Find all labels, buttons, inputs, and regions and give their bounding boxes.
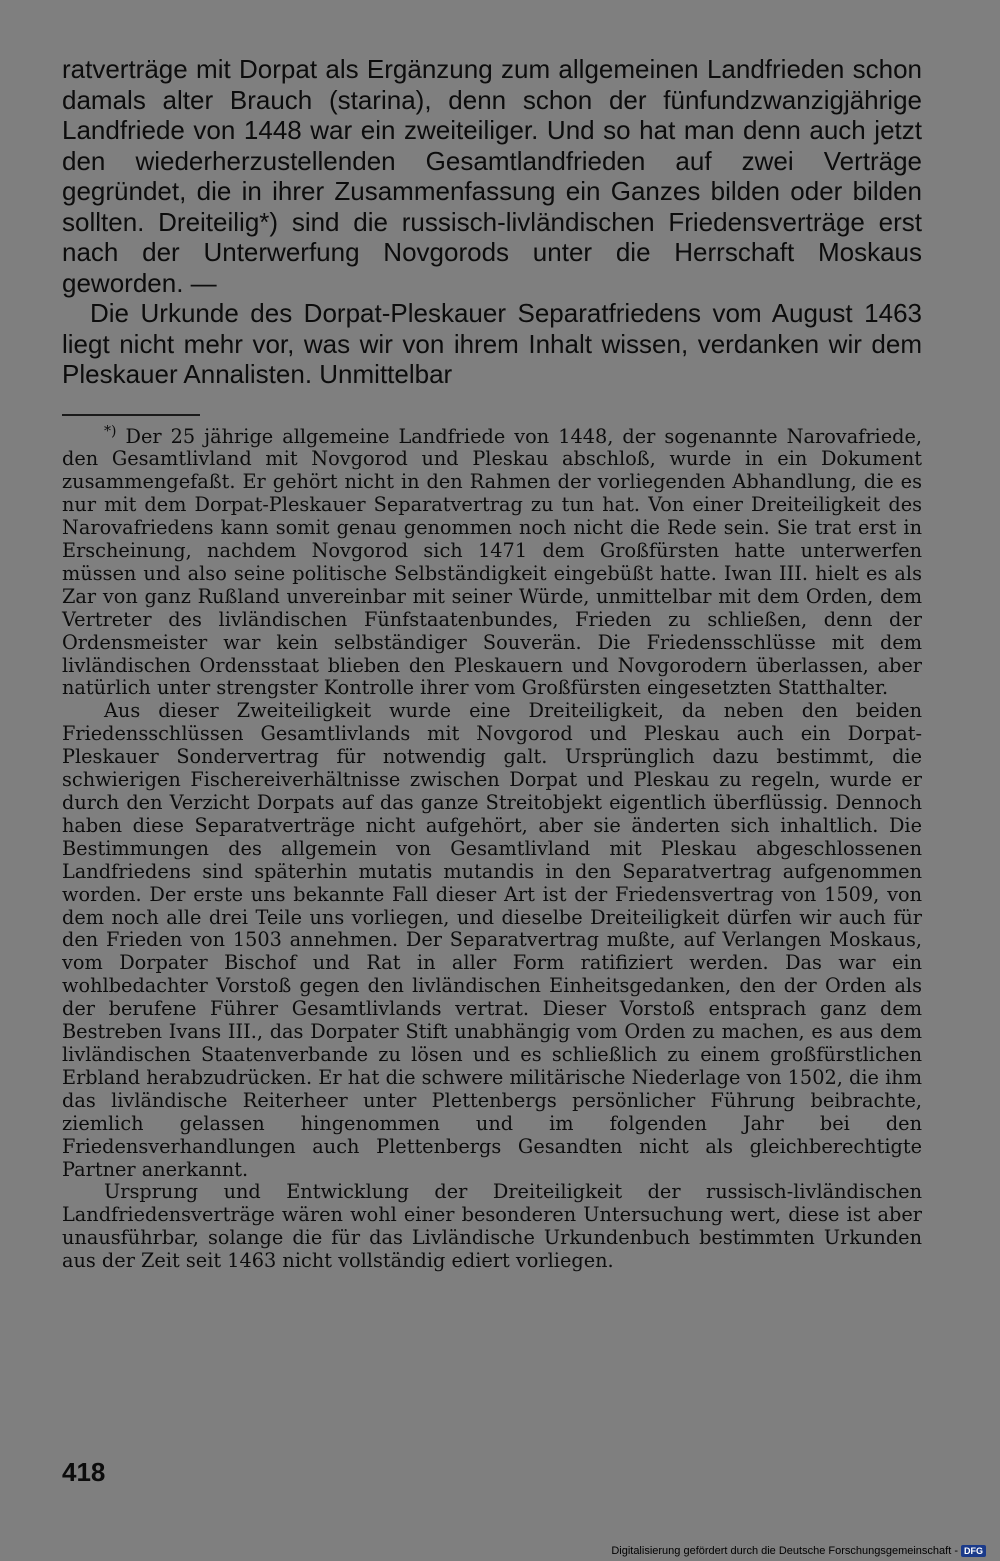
page-content [62,54,922,1273]
footnote-separator [62,414,200,416]
credit-text: Digitalisierung gefördert durch die Deutsche Forschungsgemeinschaft - [611,1545,958,1557]
footnote-paragraph-3: Ursprung und Entwicklung der Dreiteiligkeit der russisch-livländischen Landfriedensverträge wären wohl einer besonderen Untersuchung wert, diese ist aber unausführbar, solange die für das Livländische Urkundenbuch bestimmten Urkunden aus der Zeit seit 1463 nicht vollständig ediert vorliegen. [62,1180,922,1273]
main-text [62,54,922,390]
footnote-paragraph-1 [62,423,922,701]
footnote-paragraph-2: Aus dieser Zweiteiligkeit wurde eine Dreiteiligkeit, da neben den beiden Friedensschlüssen Gesamtlivlands mit Novgorod und Pleskau auch ein Dorpat-Pleskauer Sondervertrag für notwendig galt. Ursprünglich dazu bestimmt, die schwierigen Fischereiverhältnisse zwischen Dorpat und Pleskau zu regeln, wurde er durch den Verzicht Dorpats auf das ganze Streitobjekt eigentlich überflüssig. Dennoch haben diese Separatverträge nicht aufgehört, aber sie änderten sich inhaltlich. Die Bestimmungen des allgemein von Gesamtlivland mit Pleskau abgeschlossenen Landfriedens sind späterhin mutatis mutandis in den Separatvertrag aufgenommen worden. Der erste uns bekannte Fall dieser Art ist der Friedensvertrag von 1509, von dem noch alle drei Teile uns vorliegen, und dieselbe Dreiteiligkeit dürfen wir auch für den Frieden von 1503 annehmen. Der Separatvertrag mußte, auf Verlangen Moskaus, vom Dorpater Bischof und Rat in aller Form ratifiziert werden. Das war ein wohlbedachter Vorstoß gegen den livländischen Einheitsgedanken, den der Orden als der berufene Führer Gesamtlivlands vertrat. Dieser Vorstoß entsprach ganz dem Bestreben Ivans III., das Dorpater Stift unabhängig vom Orden zu machen, es aus dem livländischen Staatenverbande zu lösen und es schließlich zu einem großfürstlichen Erbland herabzudrücken. Er hat die schwere militärische Niederlage von 1502, die ihm das livländische Reiterheer unter Plettenbergs persönlicher Führung beibrachte, ziemlich gelassen hingenommen und im folgenden Jahr bei den Friedensverhandlungen auch Plettenbergs Gesandten nicht als gleichberechtigte Partner anerkannt. [62,699,922,1181]
page-number: 418 [62,1457,106,1487]
footnote-paragraph-1-text: Der 25 jährige allgemeine Landfriede von 1448, der sogenannte Narovafriede, den Gesamtlivland mit Novgorod und Pleskau abschloß, wurde in ein Dokument zusammengefaßt. Er gehört nicht in den Rahmen der vorliegenden Abhandlung, die es nur mit dem Dorpat-Pleskauer Separatvertrag zu tun hat. Von einer Dreiteiligkeit des Narovafriedens kann somit genau genommen noch nicht die Rede sein. Sie trat erst in Erscheinung, nachdem Novgorod sich 1471 dem Großfürsten hatte unterwerfen müssen und also seine politische Selbständigkeit eingebüßt hatte. Iwan III. hielt es als Zar von ganz Rußland unvereinbar mit seiner Würde, unmittelbar mit dem Orden, dem Vertreter des livländischen Fünfstaatenbundes, Frieden zu schließen, denn der Ordensmeister war kein selbständiger Souverän. Die Friedensschlüsse mit dem livländischen Ordensstaat blieben den Pleskauern und Novgorodern überlassen, aber natürlich unter strengster Kontrolle ihrer vom Großfürsten eingesetzten Statthalter. [62,424,922,700]
main-paragraph-2: Die Urkunde des Dorpat-Pleskauer Separatfriedens vom August 1463 liegt nicht mehr vor, was wir von ihrem Inhalt wissen, verdanken wir dem Pleskauer Annalisten. Unmittelbar [62,298,922,389]
dfg-logo: DFG [961,1545,986,1557]
footnote [62,423,922,1274]
digitization-credit [611,1545,986,1557]
footnote-marker: *) [104,423,117,440]
main-paragraph-1: ratverträge mit Dorpat als Ergänzung zum allgemeinen Landfrieden schon damals alter Brauch (starina), denn schon der fünfundzwanzigjährige Landfriede von 1448 war ein zweiteiliger. Und so hat man denn auch jetzt den wiederherzustellenden Gesamtlandfrieden auf zwei Verträge gegründet, die in ihrer Zusammenfassung ein Ganzes bilden oder bilden sollten. Dreiteilig*) sind die russisch-livländischen Friedensverträge erst nach der Unterwerfung Novgorods unter die Herrschaft Moskaus geworden. — [62,54,922,298]
